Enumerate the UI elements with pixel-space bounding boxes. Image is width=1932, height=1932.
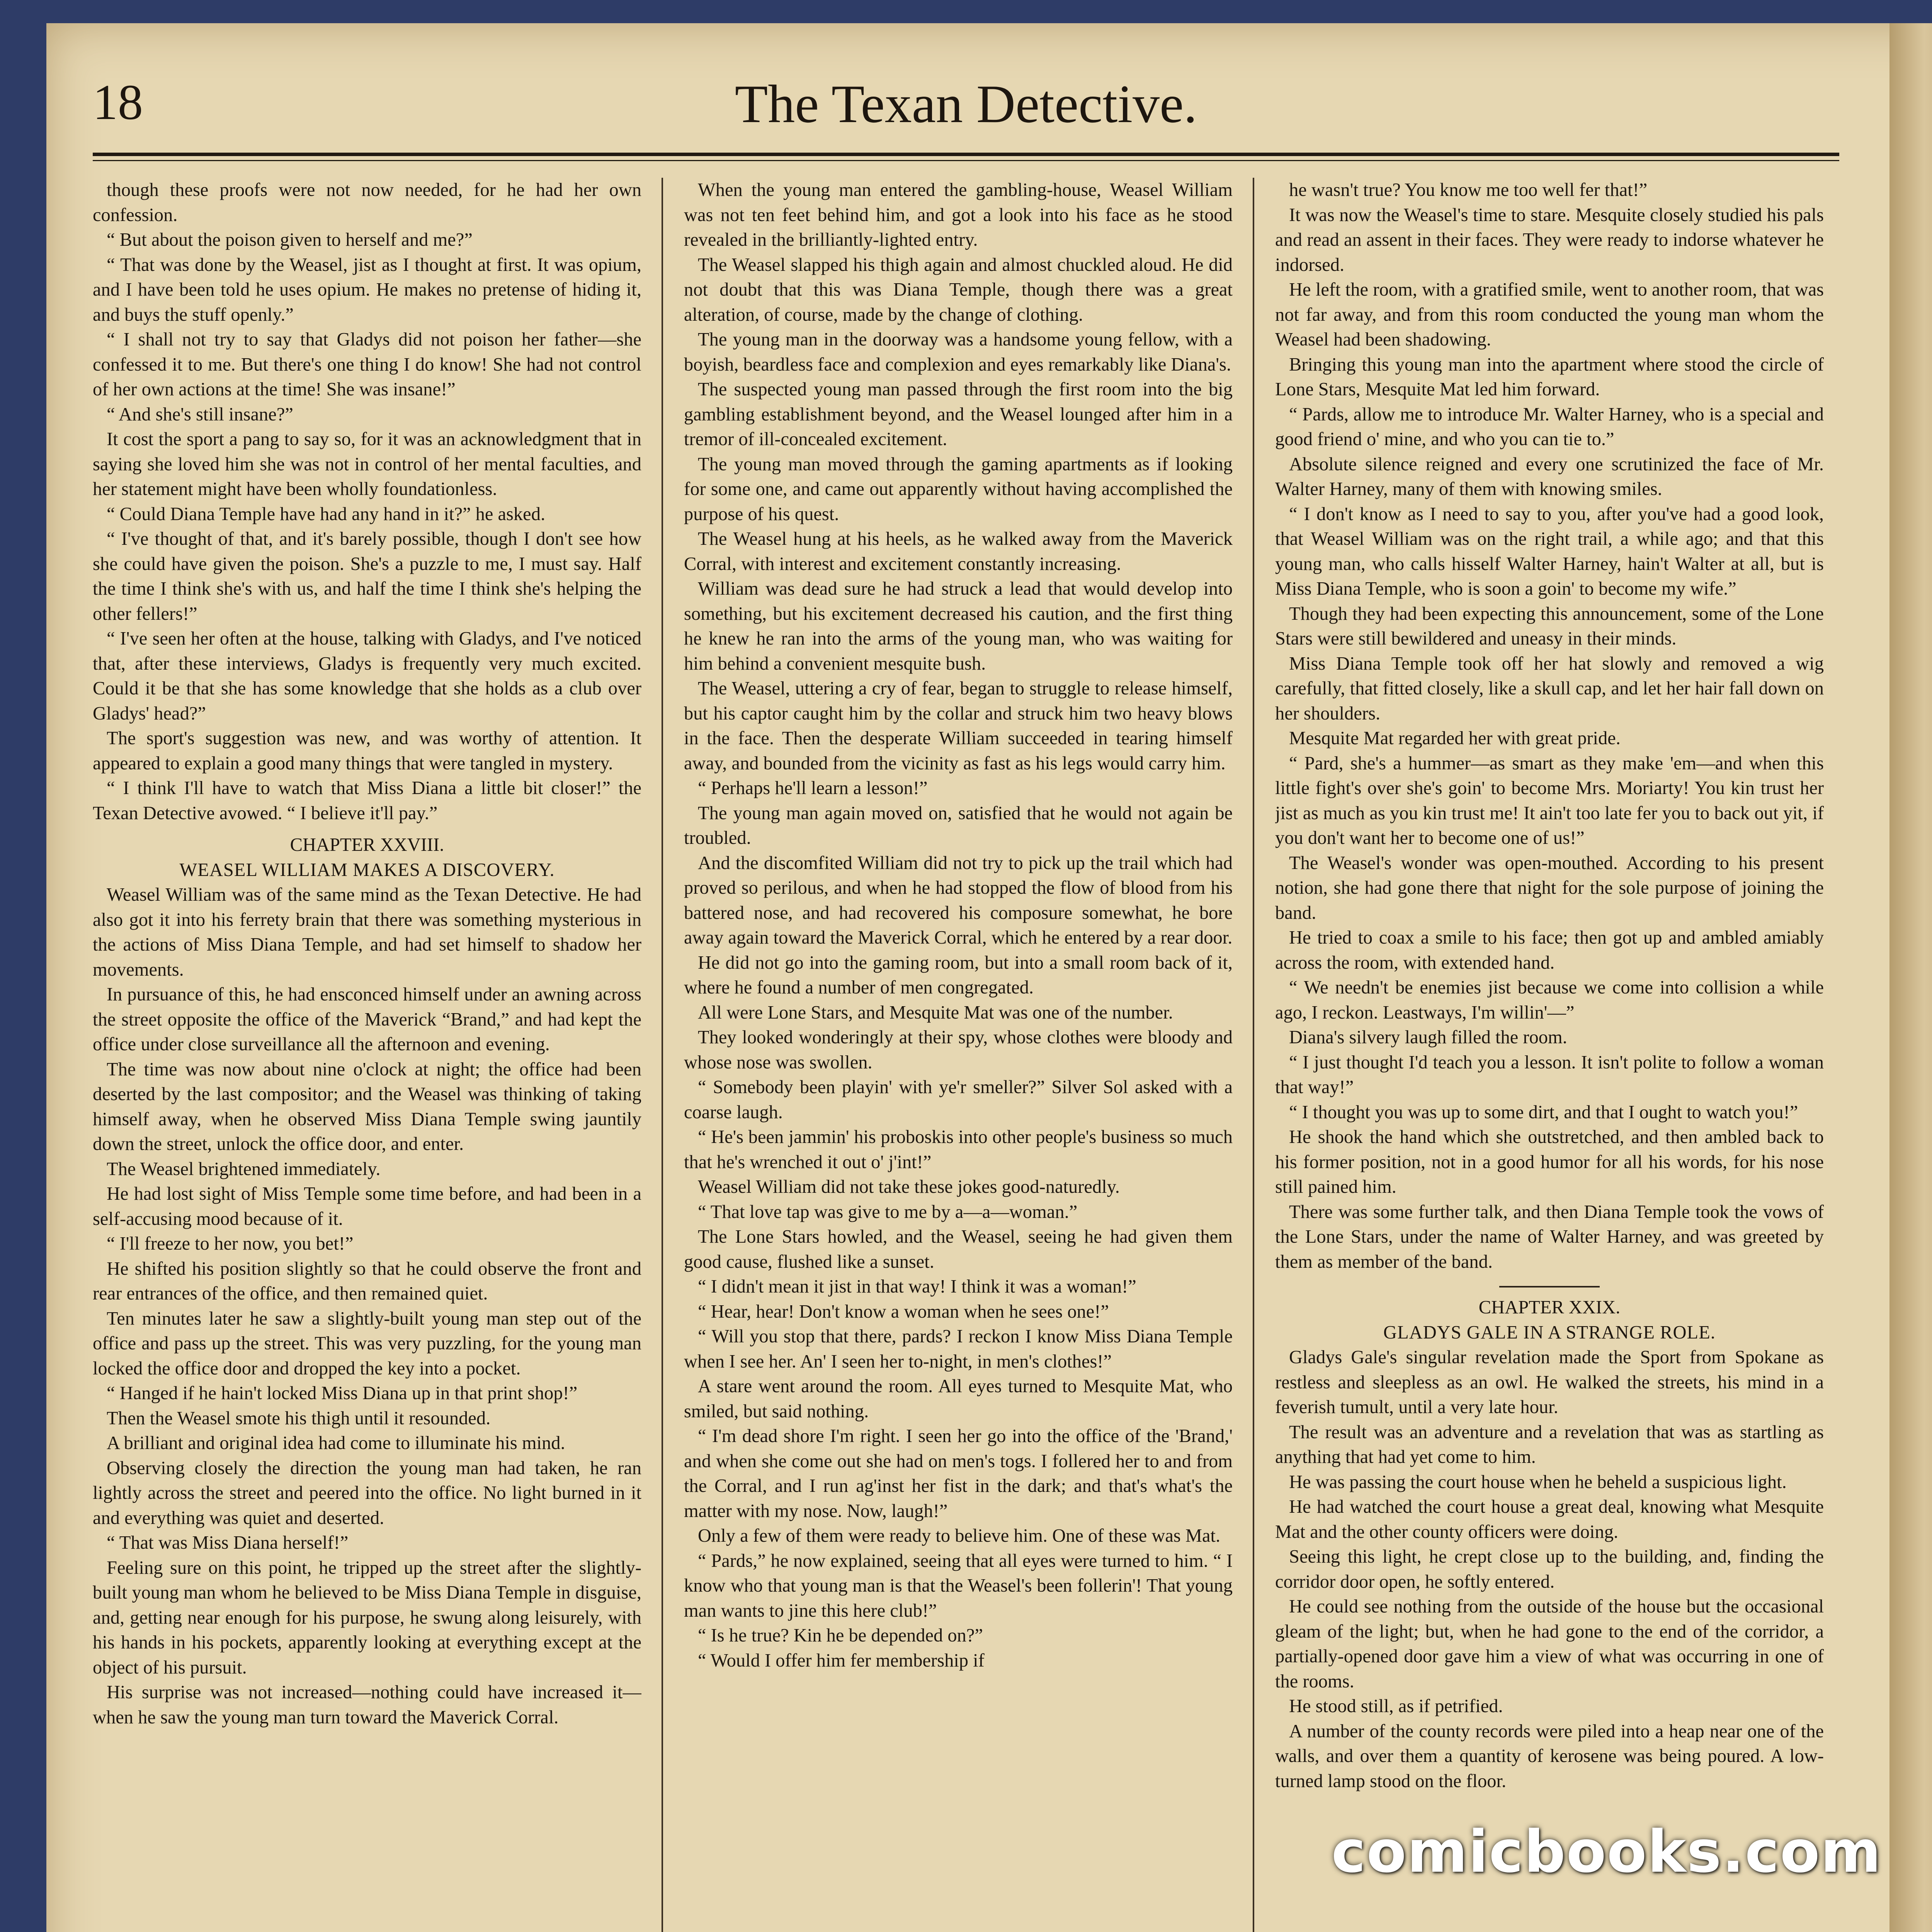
paragraph: The result was an adventure and a revelation that was as startling as anything that had yet come to him. — [1275, 1422, 1824, 1467]
paragraph: Absolute silence reigned and every one scrutinized the face of Mr. Walter Harney, many of them with knowing smiles. — [1275, 454, 1824, 499]
column-divider — [662, 178, 663, 1932]
paragraph: They looked wonderingly at their spy, whose clothes were bloody and whose nose was swollen. — [684, 1027, 1233, 1073]
paragraph: “ He's been jammin' his proboskis into other people's business so much that he's wrenched it out o' j'int!” — [684, 1127, 1233, 1172]
paragraph: “ I'll freeze to her now, you bet!” — [107, 1233, 354, 1254]
chapter-heading: CHAPTER XXVIII. — [290, 835, 444, 855]
paragraph: All were Lone Stars, and Mesquite Mat was one of the number. — [698, 1002, 1173, 1023]
paragraph: There was some further talk, and then Diana Temple took the vows of the Lone Stars, under the name of Walter Harney, and was greeted by them as member of the band. — [1275, 1201, 1824, 1272]
paragraph: The suspected young man passed through the first room into the big gambling establishment beyond, and the Weasel lounged after him in a tremor of ill-concealed excitement. — [684, 379, 1233, 449]
paragraph: In pursuance of this, he had ensconced himself under an awning across the street opposite the office of the Maverick “Brand,” and had kept the office under close surveillance all the afternoon and evening. — [93, 984, 641, 1054]
paragraph: The Weasel, uttering a cry of fear, began to struggle to release himself, but his captor caught him by the collar and struck him two heavy blows in the face. Then the desperate William succeeded in tearing himself away, and bounded from the vicinity as fast as his legs would carry him. — [684, 678, 1233, 774]
paragraph: He stood still, as if petrified. — [1289, 1696, 1503, 1716]
paragraph: “ Hanged if he hain't locked Miss Diana up in that print shop!” — [107, 1383, 578, 1403]
paragraph: He left the room, with a gratified smile, went to another room, that was not far away, and from this room conducted the young man whom the Weasel had been shadowing. — [1275, 279, 1824, 350]
header-rule — [93, 153, 1839, 156]
column-divider — [1253, 178, 1254, 1932]
paragraph: he wasn't true? You know me too well fer that!” — [1289, 180, 1648, 200]
paragraph: The Weasel's wonder was open-mouthed. According to his present notion, she had gone there that night for the sole purpose of joining the band. — [1275, 852, 1824, 923]
paragraph: “ I think I'll have to watch that Miss Diana a little bit closer!” the Texan Detective avowed. “ I believe it'll pay.” — [93, 778, 641, 823]
paragraph: He was passing the court house when he beheld a suspicious light. — [1289, 1471, 1787, 1492]
paragraph: The Weasel slapped his thigh again and almost chuckled aloud. He did not doubt that this was Diana Temple, though there was a great alteration, of course, made by the change of clothing. — [684, 254, 1233, 325]
paragraph: “ Perhaps he'll learn a lesson!” — [698, 778, 928, 798]
paragraph: “ I don't know as I need to say to you, after you've had a good look, that Weasel William was on the right trail, a while ago; and that this young man, who calls hisself Walter Harney, hain't Walter at all, but is Miss Diana Temple, who is soon a goin' to become my wife.” — [1275, 503, 1824, 599]
column-3 — [1275, 178, 1824, 1932]
paragraph: “ That was Miss Diana herself!” — [107, 1532, 349, 1553]
paragraph: The Lone Stars howled, and the Weasel, seeing he had given them good cause, flushed like a sunset. — [684, 1226, 1233, 1272]
paragraph: “ Will you stop that there, pards? I reckon I know Miss Diana Temple when I see her. An' I seen her to-night, in men's clothes!” — [684, 1326, 1233, 1372]
paragraph: The sport's suggestion was new, and was worthy of attention. It appeared to explain a good many things that were tangled in mystery. — [93, 728, 641, 774]
paragraph: though these proofs were not now needed, for he had her own confession. — [93, 180, 641, 225]
paragraph: Observing closely the direction the young man had taken, he ran lightly across the street and peered into the office. No light burned in it and everything was quiet and deserted. — [93, 1458, 641, 1528]
paragraph: Gladys Gale's singular revelation made the Sport from Spokane as restless and sleepless as an owl. He walked the streets, his mind in a feverish tumult, until a very late hour. — [1275, 1347, 1824, 1417]
paragraph: “ I've thought of that, and it's barely possible, though I don't see how she could have given the poison. She's a puzzle to me, I must say. Half the time I think she's with us, and half the time I think she's helping the other fellers!” — [93, 529, 641, 624]
paragraph: “ Pard, she's a hummer—as smart as they make 'em—and when this little fight's over she's goin' to become Mrs. Moriarty! You kin trust her jist as much as you kin trust me! It ain't too late fer you to back out yit, if you don't want her to become one of us!” — [1275, 753, 1824, 848]
paragraph: He could see nothing from the outside of the house but the occasional gleam of the light; but, when he had gone to the end of the corridor, a partially-opened door gave him a view of what was occurring in one of the rooms. — [1275, 1596, 1824, 1692]
page-number: 18 — [93, 75, 143, 130]
paragraph: “ I'm dead shore I'm right. I seen her go into the office of the 'Brand,' and when she come out she had on men's togs. I follered her to and from the Corral, and I run ag'inst her fist in the dark; and that's what's the matter with my nose. Now, laugh!” — [684, 1426, 1233, 1521]
text-columns — [93, 178, 1870, 1932]
paragraph: And the discomfited William did not try to pick up the trail which had proved so perilous, and when he had stopped the flow of blood from his battered nose, and had recovered his composure somewhat, he bore away again toward the Maverick Corral, which he entered by a rear door. — [684, 852, 1233, 948]
paragraph: Weasel William did not take these jokes good-naturedly. — [698, 1177, 1120, 1197]
paragraph: A stare went around the room. All eyes turned to Mesquite Mat, who smiled, but said nothing. — [684, 1376, 1233, 1422]
paragraph: Weasel William was of the same mind as the Texan Detective. He had also got it into his ferrety brain that there was something mysterious in the actions of Miss Diana Temple, and had set himself to shadow her movements. — [93, 884, 641, 980]
paragraph: “ Somebody been playin' with ye'r smeller?” Silver Sol asked with a coarse laugh. — [684, 1077, 1233, 1122]
paragraph: “ Is he true? Kin he be depended on?” — [698, 1625, 983, 1646]
paragraph: “ That was done by the Weasel, jist as I thought at first. It was opium, and I have been told he uses opium. He makes no pretense of hiding it, and buys the stuff openly.” — [93, 254, 641, 325]
paragraph: “ I thought you was up to some dirt, and that I ought to watch you!” — [1289, 1102, 1798, 1122]
paragraph: Though they had been expecting this announcement, some of the Lone Stars were still bewildered and uneasy in their minds. — [1275, 603, 1824, 649]
watermark: comicbooks.com — [1331, 1818, 1882, 1886]
paragraph: The time was now about nine o'clock at night; the office had been deserted by the last compositor; and the Weasel was thinking of taking himself away, when he observed Miss Diana Temple swing jauntily down the street, unlock the office door, and enter. — [93, 1059, 641, 1154]
paragraph: The Weasel hung at his heels, as he walked away from the Maverick Corral, with interest and excitement constantly increasing. — [684, 529, 1233, 574]
paragraph: Ten minutes later he saw a slightly-built young man step out of the office and pass up the street. This was very puzzling, for the young man locked the office door and dropped the key into a pocket. — [93, 1308, 641, 1379]
header-rule-thin — [93, 160, 1839, 161]
paragraph: Diana's silvery laugh filled the room. — [1289, 1027, 1567, 1048]
paragraph: “ I just thought I'd teach you a lesson. It isn't polite to follow a woman that way!” — [1275, 1052, 1824, 1097]
paragraph: Bringing this young man into the apartment where stood the circle of Lone Stars, Mesquite Mat led him forward. — [1275, 354, 1824, 400]
paragraph: He did not go into the gaming room, but into a small room back of it, where he found a number of men congregated. — [684, 952, 1233, 998]
paragraph: He tried to coax a smile to his face; then got up and ambled amiably across the room, with extended hand. — [1275, 927, 1824, 973]
paragraph: A number of the county records were piled into a heap near one of the walls, and over them a quantity of kerosene was being poured. A low-turned lamp stood on the floor. — [1275, 1721, 1824, 1791]
paragraph: “ Could Diana Temple have had any hand in it?” he asked. — [107, 503, 546, 524]
paragraph: The Weasel brightened immediately. — [107, 1158, 381, 1179]
paragraph: He shook the hand which she outstretched, and then ambled back to his former position, not in a good humor for all his words, for his nose still pained him. — [1275, 1127, 1824, 1197]
binding-edge — [1889, 23, 1932, 1932]
column-2 — [684, 178, 1233, 1932]
paragraph: “ I shall not try to say that Gladys did not poison her father—she confessed it to me. But there's one thing I do know! She had not control of her own actions at the time! She was insane!” — [93, 329, 641, 400]
chapter-heading: CHAPTER XXIX. — [1478, 1297, 1621, 1318]
paragraph: “ Hear, hear! Don't know a woman when he sees one!” — [698, 1301, 1109, 1322]
paragraph: The young man in the doorway was a handsome young fellow, with a boyish, beardless face and complexion and eyes remarkably like Diana's. — [684, 329, 1233, 375]
paragraph: His surprise was not increased—nothing could have increased it—when he saw the young man turn toward the Maverick Corral. — [93, 1682, 641, 1728]
paragraph: The young man again moved on, satisfied that he would not again be troubled. — [684, 803, 1233, 848]
paragraph: “ I've seen her often at the house, talking with Gladys, and I've noticed that, after these interviews, Gladys is frequently very much excited. Could it be that she has some knowledge that she holds as a club over Gladys' head?” — [93, 628, 641, 724]
paragraph: He shifted his position slightly so that he could observe the front and rear entrances of the office, and then remained quiet. — [93, 1258, 641, 1304]
paragraph: It was now the Weasel's time to stare. Mesquite closely studied his pals and read an assent in their faces. They were ready to indorse whatever he indorsed. — [1275, 204, 1824, 275]
chapter-title: WEASEL WILLIAM MAKES A DISCOVERY. — [179, 859, 555, 880]
paragraph: Then the Weasel smote his thigh until it resounded. — [107, 1408, 491, 1429]
paragraph: He had watched the court house a great deal, knowing what Mesquite Mat and the other county officers were doing. — [1275, 1497, 1824, 1542]
running-title: The Texan Detective. — [735, 74, 1197, 134]
paragraph: “ Would I offer him fer membership if — [698, 1650, 985, 1671]
paragraph: He had lost sight of Miss Temple some time before, and had been in a self-accusing mood because of it. — [93, 1184, 641, 1229]
page-header — [93, 73, 1839, 151]
column-1 — [93, 178, 641, 1932]
section-divider — [1499, 1286, 1600, 1287]
paragraph: Feeling sure on this point, he tripped up the street after the slightly-built young man whom he believed to be Miss Diana Temple in disguise, and, getting near enough for his purpose, he swung along leisurely, with his hands in his pockets, apparently looking at everything except at the object of his pursuit. — [93, 1557, 641, 1678]
paragraph: “ That love tap was give to me by a—a—woman.” — [698, 1201, 1078, 1222]
paragraph: Miss Diana Temple took off her hat slowly and removed a wig carefully, that fitted closely, like a skull cap, and let her hair fall down on her shoulders. — [1275, 653, 1824, 724]
paragraph: When the young man entered the gambling-house, Weasel William was not ten feet behind him, and got a look into his face as he stood revealed in the brilliantly-lighted entry. — [684, 180, 1233, 250]
paragraph: Mesquite Mat regarded her with great pride. — [1289, 728, 1621, 748]
paragraph: Seeing this light, he crept close up to the building, and, finding the corridor door open, he softly entered. — [1275, 1546, 1824, 1592]
paragraph: “ We needn't be enemies jist because we come into collision a while ago, I reckon. Leastways, I'm willin'—” — [1275, 977, 1824, 1023]
chapter-title: GLADYS GALE IN A STRANGE ROLE. — [1383, 1322, 1716, 1343]
paragraph: A brilliant and original idea had come to illuminate his mind. — [107, 1433, 565, 1453]
paragraph: Only a few of them were ready to believe him. One of these was Mat. — [698, 1526, 1221, 1546]
paragraph: “ Pards, allow me to introduce Mr. Walter Harney, who is a special and good friend o' mine, and who you can tie to.” — [1275, 404, 1824, 449]
paragraph: “ And she's still insane?” — [107, 404, 293, 425]
paragraph: “ I didn't mean it jist in that way! I think it was a woman!” — [698, 1276, 1136, 1297]
paragraph: “ But about the poison given to herself and me?” — [107, 230, 473, 250]
paragraph: “ Pards,” he now explained, seeing that all eyes were turned to him. “ I know who that young man is that the Weasel's been follerin'! That young man wants to jine this here club!” — [684, 1550, 1233, 1621]
paragraph: The young man moved through the gaming apartments as if looking for some one, and came out apparently without having accomplished the purpose of his quest. — [684, 454, 1233, 524]
paragraph: It cost the sport a pang to say so, for it was an acknowledgment that in saying she loved him she was not in control of her mental faculties, and her statement might have been wholly foundationless. — [93, 429, 641, 499]
paragraph: William was dead sure he had struck a lead that would develop into something, but his excitement decreased his caution, and the first thing he knew he ran into the arms of the young man, who was waiting for him behind a convenient mesquite bush. — [684, 578, 1233, 674]
